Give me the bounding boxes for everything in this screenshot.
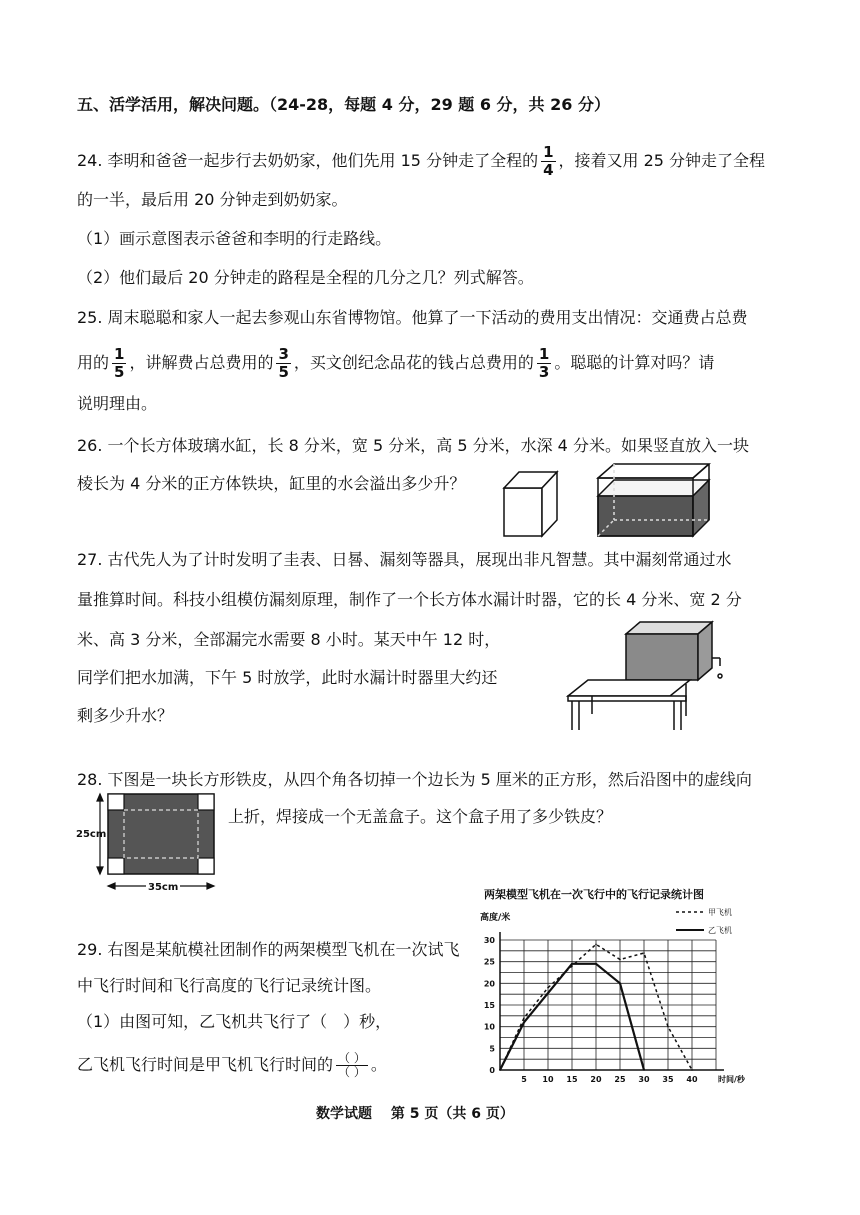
q27-line3: 米、高 3 分米，全部漏完水需要 8 小时。某天中午 12 时， bbox=[77, 630, 501, 649]
y-tick-label: 15 bbox=[483, 1001, 495, 1010]
legend-label: 乙飞机 bbox=[708, 926, 732, 935]
q24-text-b: ，接着又用 25 分钟走了全程 bbox=[558, 151, 766, 170]
q28-line1: 28. 下图是一块长方形铁皮，从四个角各切掉一个边长为 5 厘米的正方形，然后沿图中的虚线向 bbox=[77, 770, 752, 789]
x-tick-label: 30 bbox=[638, 1075, 650, 1084]
fraction-denominator: 5 bbox=[114, 363, 125, 381]
chart-grid bbox=[500, 940, 716, 1070]
x-tick-label: 40 bbox=[686, 1075, 698, 1084]
q24-line1 bbox=[77, 144, 765, 179]
q24-text-a: 24. 李明和爸爸一起步行去奶奶家，他们先用 15 分钟走了全程的 bbox=[77, 151, 539, 170]
page-footer: 数学试题 第 5 页（共 6 页） bbox=[316, 1106, 514, 1122]
q26-figure bbox=[494, 460, 719, 540]
data-point bbox=[619, 983, 621, 985]
fraction-denominator-blank: （ ） bbox=[338, 1065, 366, 1079]
data-point bbox=[643, 1069, 645, 1071]
data-point bbox=[691, 1069, 693, 1071]
fraction-numerator: 1 bbox=[543, 143, 554, 161]
water-timer-drawing bbox=[626, 622, 722, 680]
section-title: 五、活学活用，解决问题。（24-28，每题 4 分，29 题 6 分，共 26 分） bbox=[77, 95, 610, 114]
q27-figure bbox=[562, 616, 732, 732]
y-tick-label: 10 bbox=[483, 1022, 495, 1032]
q25-line2 bbox=[77, 346, 714, 381]
fraction-numerator-blank: （ ） bbox=[338, 1051, 366, 1065]
x-axis-label: 时间/秒 bbox=[718, 1075, 745, 1084]
y-axis-label: 高度/米 bbox=[480, 913, 511, 923]
chart-title: 两架模型飞机在一次飞行中的飞行记录统计图 bbox=[484, 888, 704, 901]
y-tick-label: 25 bbox=[483, 957, 495, 967]
y-tick-label: 5 bbox=[489, 1044, 495, 1054]
q29-text: 乙飞机飞行时间是甲飞机飞行时间的 bbox=[77, 1055, 334, 1074]
x-tick-label: 20 bbox=[590, 1075, 602, 1084]
legend-label: 甲飞机 bbox=[708, 908, 732, 917]
x-tick-label: 25 bbox=[614, 1075, 626, 1084]
data-point bbox=[667, 1026, 669, 1028]
q29-line3: （1）由图可知，乙飞机共飞行了（ ）秒， bbox=[77, 1012, 392, 1031]
q25-fraction-3 bbox=[537, 346, 551, 381]
q25-fraction-1 bbox=[112, 346, 126, 381]
data-point bbox=[571, 963, 573, 965]
q29-period: 。 bbox=[370, 1055, 387, 1074]
q26-line1: 26. 一个长方体玻璃水缸，长 8 分米，宽 5 分米，高 5 分米，水深 4 分米。如果竖直放入一块 bbox=[77, 436, 749, 455]
chart-legend bbox=[676, 907, 732, 935]
q29-line2: 中飞行时间和飞行高度的飞行记录统计图。 bbox=[77, 976, 382, 995]
table-drawing bbox=[568, 680, 690, 730]
q27-line4: 同学们把水加满，下午 5 时放学，此时水漏计时器里大约还 bbox=[77, 668, 498, 687]
data-point bbox=[523, 1017, 525, 1019]
y-tick-label: 30 bbox=[483, 936, 495, 945]
iron-cube-drawing bbox=[504, 472, 557, 536]
x-tick-label: 5 bbox=[521, 1075, 527, 1084]
data-point bbox=[547, 987, 549, 989]
data-point bbox=[499, 1069, 501, 1071]
q26-line2: 棱长为 4 分米的正方体铁块，缸里的水会溢出多少升？ bbox=[77, 474, 466, 493]
q27-line5: 剩多少升水？ bbox=[77, 706, 174, 725]
q28-line2: 上折，焊接成一个无盖盒子。这个盒子用了多少铁皮？ bbox=[228, 807, 613, 826]
width-label: 35cm bbox=[148, 882, 179, 893]
data-point bbox=[619, 959, 621, 961]
flight-record-chart bbox=[476, 880, 756, 1090]
y-tick-label: 0 bbox=[489, 1066, 495, 1075]
fish-tank-drawing bbox=[598, 464, 709, 536]
q25-text-4: 。聪聪的计算对吗？请 bbox=[554, 353, 715, 372]
data-point bbox=[523, 1022, 525, 1024]
fraction-denominator: 3 bbox=[538, 363, 550, 381]
q25-fraction-2 bbox=[276, 346, 290, 381]
fraction-denominator: 4 bbox=[543, 161, 554, 179]
q25-text-2: ，讲解费占总费用的 bbox=[129, 353, 274, 372]
q27-line2: 量推算时间。科技小组模仿漏刻原理，制作了一个长方体水漏计时器，它的长 4 分米、宽 2 分 bbox=[77, 590, 742, 609]
q29-line1: 29. 右图是某航模社团制作的两架模型飞机在一次试飞 bbox=[77, 940, 460, 959]
x-tick-label: 15 bbox=[566, 1075, 578, 1084]
q24-sub2: （2）他们最后 20 分钟走的路程是全程的几分之几？列式解答。 bbox=[77, 268, 534, 287]
q29-answer-fraction bbox=[336, 1052, 368, 1079]
x-tick-label: 35 bbox=[662, 1075, 674, 1084]
fraction-denominator: 5 bbox=[278, 363, 289, 381]
iron-sheet-drawing bbox=[108, 794, 214, 874]
q25-line3: 说明理由。 bbox=[77, 394, 158, 413]
fraction-numerator: 1 bbox=[114, 345, 125, 363]
q25-text-1: 用的 bbox=[77, 353, 110, 372]
fraction-numerator: 3 bbox=[278, 345, 289, 363]
data-point bbox=[595, 944, 597, 946]
q27-line1: 27. 古代先人为了计时发明了圭表、日晷、漏刻等器具，展现出非凡智慧。其中漏刻常通过水 bbox=[77, 550, 732, 569]
q25-line1: 25. 周末聪聪和家人一起去参观山东省博物馆。他算了一下活动的费用支出情况：交通费占总费 bbox=[77, 308, 748, 327]
chart-axes bbox=[480, 911, 746, 1084]
q24-line2: 的一半，最后用 20 分钟走到奶奶家。 bbox=[77, 190, 348, 209]
q24-fraction bbox=[541, 144, 555, 179]
x-tick-label: 10 bbox=[542, 1075, 554, 1084]
data-point bbox=[643, 952, 645, 954]
height-label: 25cm bbox=[76, 829, 107, 840]
fraction-numerator: 1 bbox=[538, 345, 550, 363]
q28-figure bbox=[76, 790, 226, 898]
q29-line4 bbox=[77, 1052, 387, 1079]
q25-text-3: ，买文创纪念品花的钱占总费用的 bbox=[293, 353, 534, 372]
data-point bbox=[595, 963, 597, 965]
q24-sub1: （1）画示意图表示爸爸和李明的行走路线。 bbox=[77, 229, 392, 248]
y-tick-label: 20 bbox=[483, 979, 495, 989]
